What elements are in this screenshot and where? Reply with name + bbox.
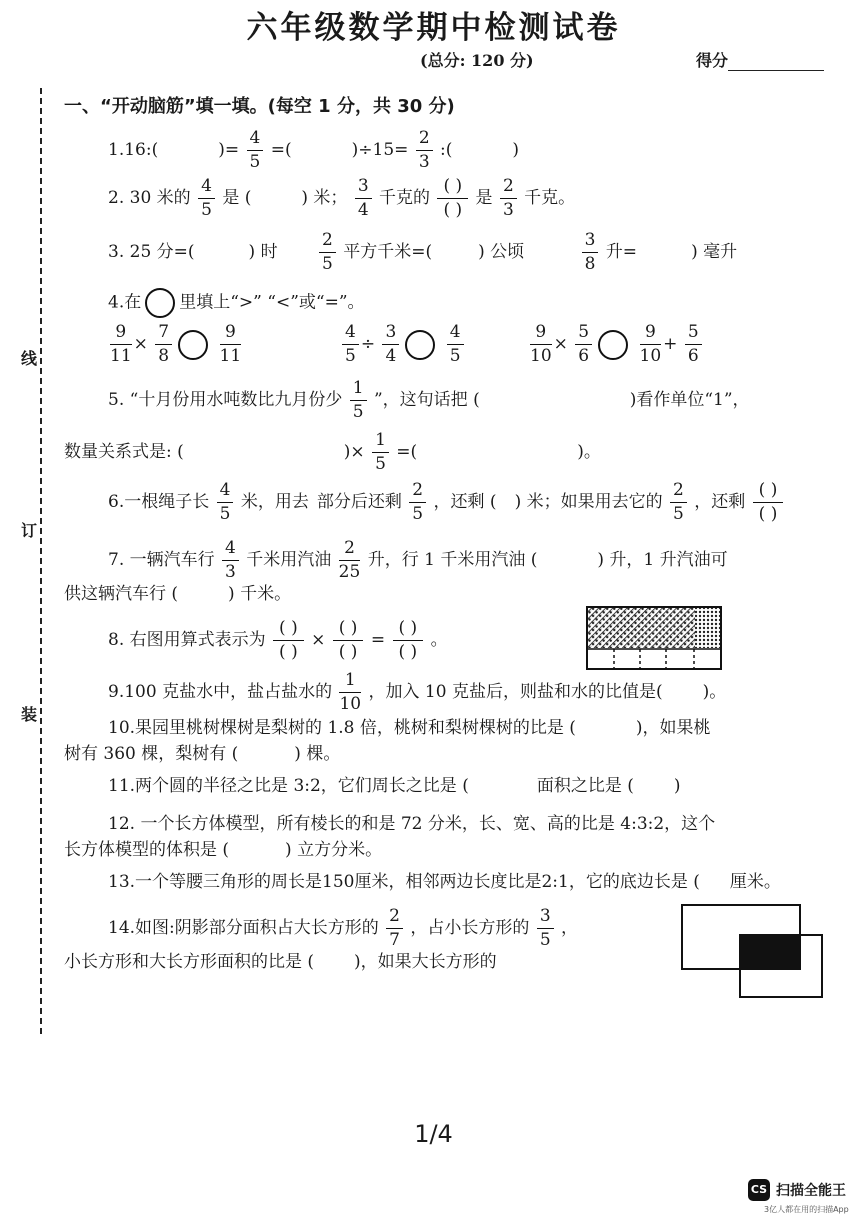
binding-char-3: 装 [20,705,37,724]
question-14-cont: 小长方形和大长方形面积的比是 ( )，如果大长方形的 [64,952,497,972]
score-blank [728,54,824,71]
exam-title: 六年级数学期中检测试卷 [246,10,621,46]
compare-circle[interactable] [145,288,175,318]
fraction: $\frac{4}{5}$ [247,130,264,171]
question-4: 4.在 里填上“>” “<”或“=”。 [108,288,365,318]
compare-circle[interactable] [598,330,628,360]
section-1-title: 一、“开动脑筋”填一填。(每空 1 分，共 30 分) [64,96,455,117]
question-12-cont: 长方体模型的体积是 ( ) 立方分米。 [64,840,383,860]
question-12: 12. 一个长方体模型，所有棱长的和是 72 分米，长、宽、高的比是 4:3:2，这个 [108,814,716,834]
score-label: 得分 [696,51,729,70]
q8-figure [586,606,724,672]
app-name: 扫描全能王 [776,1183,846,1199]
binding-char-1: 线 [20,349,37,368]
score-field [696,48,824,71]
compare-2: $\frac{4}{5}$ ÷ $\frac{3}{4}$ $\frac{4}{5}$ [340,324,466,365]
question-2: 2. 30 米的 $\frac{4}{5}$ 是 ( ) 米； $\frac{3}{4}$ 千克的 $\frac{( )}{( )}$ 是 $\frac{2}{3}$ 千克。 [108,176,576,220]
question-3: 3. 25 分=( ) 时 $\frac{2}{5}$ 平方千米=( ) 公顷 $\frac{3}{8}$ 升= ) 毫升 [108,230,738,274]
camscanner-logo-icon: CS [748,1179,770,1201]
page-number: 1/4 [414,1120,453,1148]
question-7: 7. 一辆汽车行 $\frac{4}{3}$ 千米用汽油 $\frac{2}{25}$ 升，行 1 千米用汽油 ( ) 升，1 升汽油可 [108,538,728,582]
compare-circle[interactable] [405,330,435,360]
app-tagline: 3亿人都在用的扫描App [764,1205,849,1214]
question-7-cont: 供这辆汽车行 ( ) 千米。 [64,584,292,604]
question-5-cont: 数量关系式是: ( )× $\frac{1}{5}$ =( )。 [64,430,601,474]
question-10: 10.果园里桃树棵树是梨树的 1.8 倍，桃树和梨树棵树的比是 ( )，如果桃 [108,718,711,738]
compare-1: $\frac{9}{11}$ × $\frac{7}{8}$ $\frac{9}{11}$ [110,322,242,366]
question-11: 11.两个圆的半径之比是 3:2，它们周长之比是 ( 面积之比是 ( ) [108,776,681,796]
question-13: 13.一个等腰三角形的周长是150厘米，相邻两边长度比是2:1，它的底边长是 ( 厘米。 [108,872,781,892]
question-5: 5. “十月份用水吨数比九月份少 $\frac{1}{5}$ ”，这句话把 ( )看作单位“1”， [108,378,750,422]
binding-char-2: 订 [20,521,37,540]
binding-line [40,88,42,1034]
question-9: 9.100 克盐水中，盐占盐水的 $\frac{1}{10}$ ，加入 10 克盐后，则盐和水的比值是( )。 [108,670,727,714]
total-score: (总分: 120 分) [420,51,534,70]
compare-3: $\frac{9}{10}$ × $\frac{5}{6}$ $\frac{9}{10}$ + $\frac{5}{6}$ [528,324,704,365]
question-10-cont: 树有 360 棵，梨树有 ( ) 棵。 [64,744,341,764]
question-6: 6.一根绳子长 $\frac{4}{5}$ 米，用去 部分后还剩 $\frac{2}{5}$ ，还剩 ( ) 米；如果用去它的 $\frac{2}{5}$ ，还剩 $\frac{( )}{( )}$ [108,482,785,523]
question-14: 14.如图:阴影部分面积占大长方形的 $\frac{2}{7}$ ，占小长方形的 $\frac{3}{5}$ ， [108,906,579,950]
question-8: 8. 右图用算式表示为 $\frac{( )}{( )}$ × $\frac{( )}{( )}$ = $\frac{( )}{( )}$ 。 [108,618,448,662]
question-1: 1.16:( )= $\frac{4}{5}$ =( )÷15= $\frac{2}{3}$ :( ) [108,128,520,172]
compare-circle[interactable] [178,330,208,360]
q14-figure [680,902,826,1002]
fraction: $\frac{2}{3}$ [416,130,433,171]
